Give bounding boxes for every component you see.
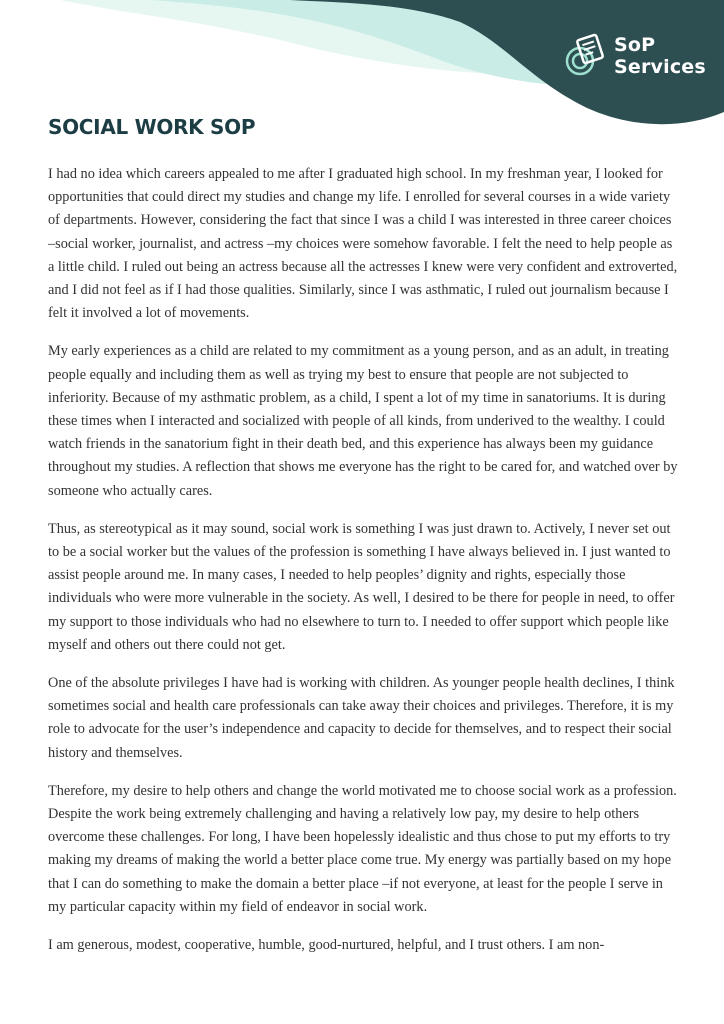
- paragraph: Therefore, my desire to help others and change the world motivated me to choose social work as a profession. Despite the work being extremely challenging and having a relatively low pay, my desire to help others overcome these challenges. For long, I have been hopelessly idealistic and thus chose to put my efforts to try making my dreams of making the world a better place come true. My energy was partially based on my hope that I can do something to make the domain a better place –if not everyone, at least for the people I serve in my particular capacity within my field of endeavor in social work.: [48, 782, 677, 915]
- sop-services-logo: [562, 28, 712, 84]
- document-swirl-logo-icon: [562, 33, 608, 79]
- document-title: SOCIAL WORK SOP: [48, 115, 256, 139]
- logo-line-1: SoP: [614, 34, 656, 56]
- paragraph: One of the absolute privileges I have had is working with children. As younger people health declines, I think sometimes social and health care professionals can take away their choices and privileges. Therefore, it is my role to advocate for the user’s independence and capacity to decide for themselves, and to respect their social history and themselves.: [48, 675, 675, 761]
- paragraph: I am generous, modest, cooperative, humble, good-nurtured, helpful, and I trust others. I am non-: [48, 937, 605, 954]
- paragraph: My early experiences as a child are related to my commitment as a young person, and as an adult, in treating people equally and including them as well as trying my best to ensure that people are not subjected to inferiority. Because of my asthmatic problem, as a child, I spent a lot of my time in sanatoriums. It is during these times when I interacted and socialized with people of all kinds, from underived to the wealthy. I could watch friends in the sanatorium fight in their death bed, and this experience has always been my guidance throughout my studies. A reflection that shows me everyone has the right to be cared for, and watched over by someone who actually cares.: [48, 343, 678, 499]
- document-body: [48, 163, 680, 972]
- paragraph: Thus, as stereotypical as it may sound, social work is something I was just drawn to. Actively, I never set out to be a social worker but the values of the profession is something I have always believed in. I just wanted to assist people around me. In many cases, I needed to help peoples’ dignity and rights, especially those individuals who were more vulnerable in the society. As well, I desired to be there for people in need, to offer my support to those individuals who had no elsewhere to turn to. I needed to offer support which people like myself and others out there could not get.: [48, 520, 675, 653]
- logo-line-2: Services: [614, 56, 706, 78]
- paragraph: I had no idea which careers appealed to me after I graduated high school. In my freshman year, I looked for opportunities that could direct my studies and change my life. I enrolled for several courses in a wide variety of departments. However, considering the fact that since I was a child I was interested in three career choices –social worker, journalist, and actress –my choices were somehow favorable. I felt the need to help people as a little child. I ruled out being an actress because all the actresses I knew were very confident and extroverted, and I did not feel as if I had those qualities. Similarly, since I was asthmatic, I ruled out journalism because I felt it involved a lot of movements.: [48, 166, 678, 322]
- logo-wordmark: [614, 34, 706, 78]
